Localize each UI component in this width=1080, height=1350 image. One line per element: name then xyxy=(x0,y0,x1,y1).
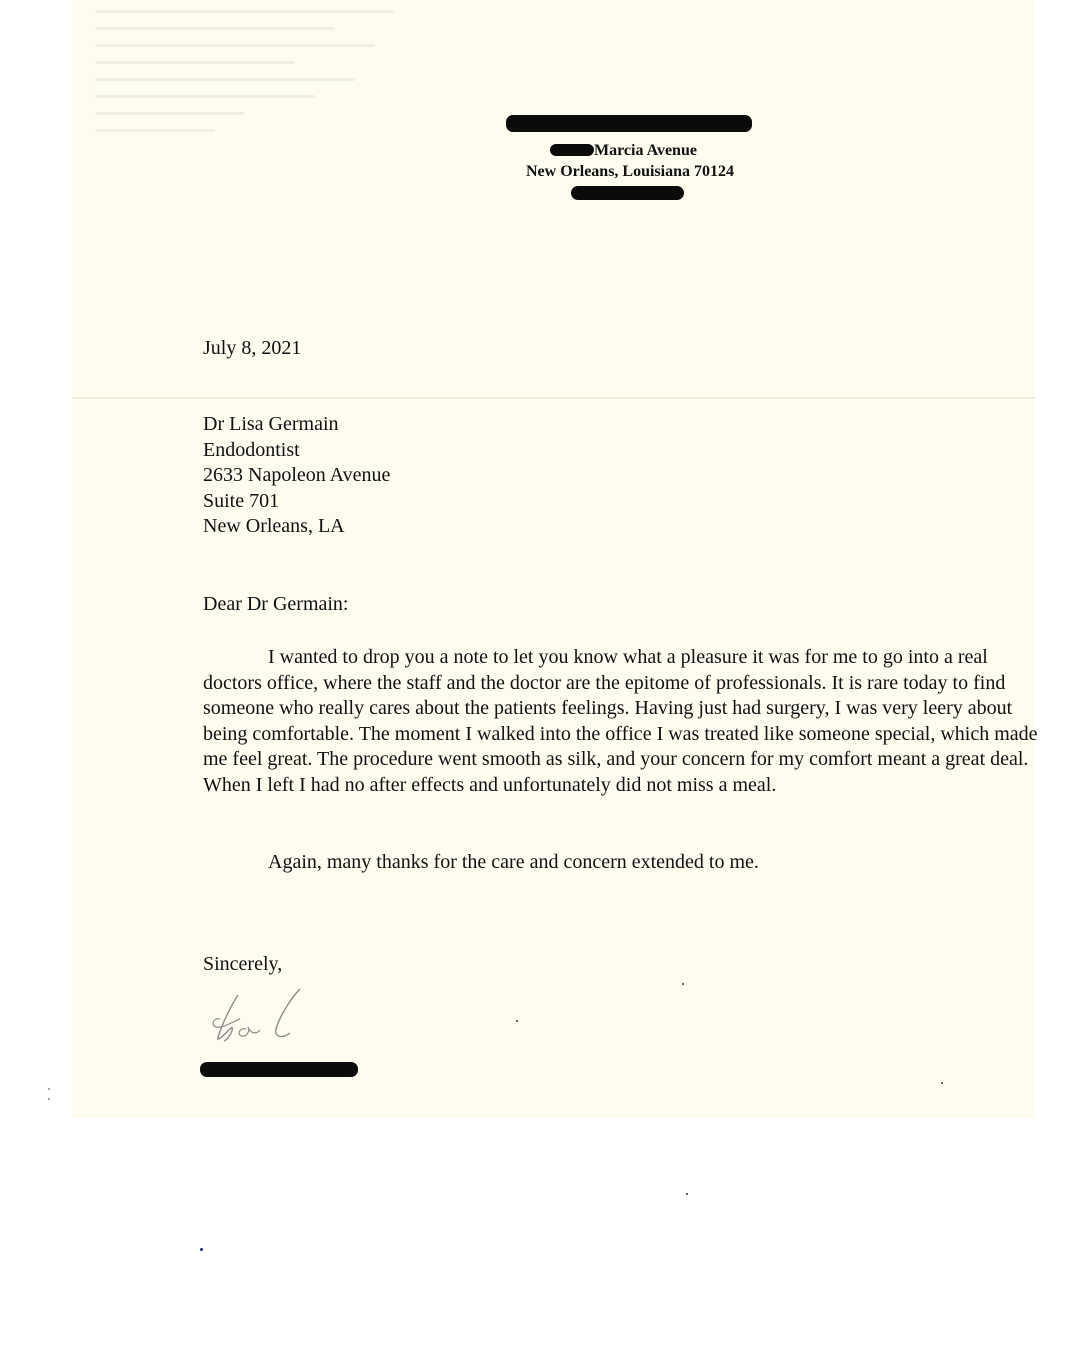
letterhead-city: New Orleans, Louisiana 70124 xyxy=(525,163,734,180)
letterhead-name-redaction xyxy=(506,115,752,132)
paper-fold-crease xyxy=(72,397,1035,399)
recipient-city: New Orleans, LA xyxy=(203,515,345,537)
body-paragraph-2-text: Again, many thanks for the care and concern extended to me. xyxy=(268,851,759,873)
scan-speck xyxy=(48,1098,50,1100)
letterhead-street: Marcia Avenue xyxy=(594,142,697,159)
recipient-street: 2633 Napoleon Avenue xyxy=(203,464,391,486)
street-number-redaction xyxy=(550,144,594,156)
recipient-title: Endodontist xyxy=(203,439,300,461)
recipient-suite: Suite 701 xyxy=(203,490,280,512)
closing: Sincerely, xyxy=(203,953,283,975)
handwritten-signature xyxy=(200,985,330,1055)
show-through-text xyxy=(95,10,425,230)
scan-speck xyxy=(516,1020,518,1022)
body-paragraph-1-text: I wanted to drop you a note to let you know what a pleasure it was for me to go into a real doctors office, where the staff and the doctor are the epitome of professionals. It is rare today to find someone who really cares about the patients feelings. Having just had surgery, I was very leery about being comfortable. The moment I walked into the office I was treated like someone special, which made me feel great. The procedure went smooth as silk, and your concern for my comfort meant a great deal. When I left I had no after effects and unfortunately did not miss a meal. xyxy=(203,646,1038,796)
scan-speck xyxy=(200,1248,203,1251)
scan-speck xyxy=(48,1088,50,1090)
scan-speck xyxy=(682,983,684,985)
scan-speck xyxy=(686,1193,688,1195)
salutation: Dear Dr Germain: xyxy=(203,593,349,615)
letter-date: July 8, 2021 xyxy=(203,337,302,359)
signer-name-redaction xyxy=(200,1062,358,1077)
recipient-name: Dr Lisa Germain xyxy=(203,413,339,435)
scan-speck xyxy=(941,1082,943,1084)
body-paragraph-2 xyxy=(203,850,1038,876)
body-paragraph-1 xyxy=(203,645,1038,798)
phone-redaction xyxy=(571,186,684,200)
